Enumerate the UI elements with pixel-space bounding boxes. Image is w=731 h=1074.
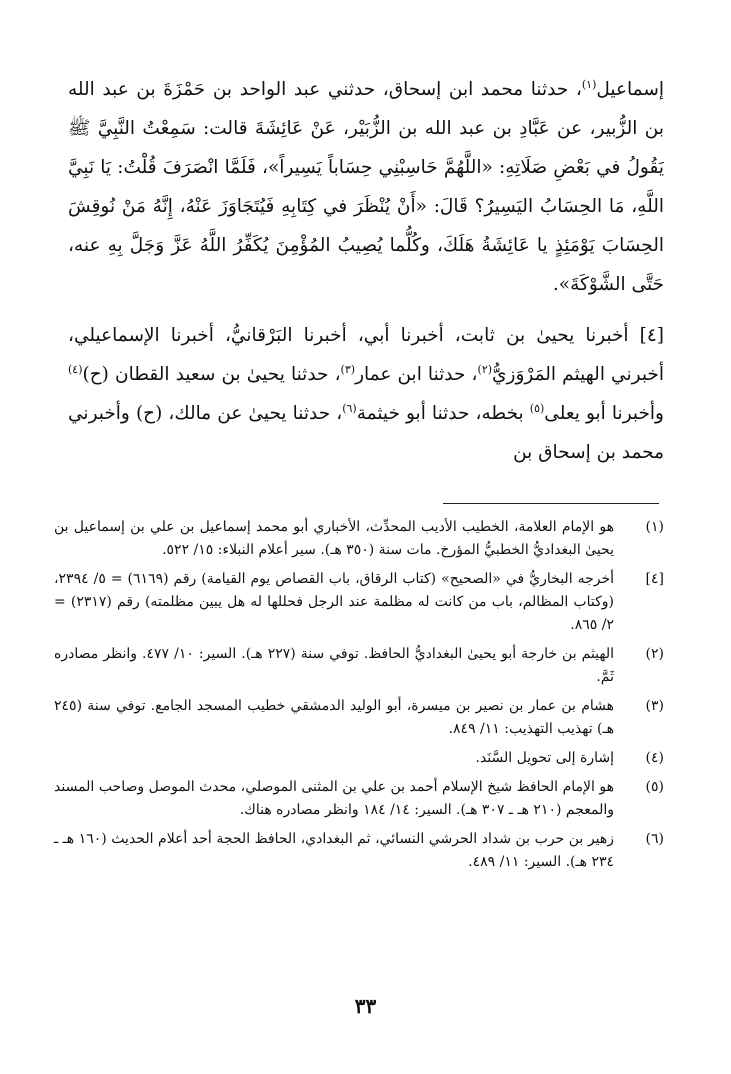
text-segment: إسماعيل [596,79,664,100]
text-segment: بخطه، حدثنا أبو خيثمة [356,403,530,424]
footnote-text: إشارة إلى تحويل السَّنَد. [475,750,614,766]
footnote-ref-5: (٥) [529,401,545,415]
footnote-text: هو الإمام العلامة، الخطيب الأديب المحدِّث، الأخباري أبو محمد إسماعيل بن علي بن إسماعيل بن يحيىٰ البغداديُّ الخطبيُّ المؤرخ. مات سنة (٣٥٠ هـ). سير أعلام النبلاء: ١٥/ ٥٢٢. [54,519,614,558]
footnote-ref-3: (٣) [340,362,356,376]
text-segment: ، حدثنا يحيىٰ عن مالك، (ح) وأخبرني محمد بن إسحاق بن [68,403,664,463]
main-text [68,70,664,472]
page-number: ٣٣ [354,994,377,1018]
footnote-ref-1: (١) [581,77,597,91]
footnote-text: هو الإمام الحافظ شيخ الإسلام أحمد بن علي بن المثنى الموصلي، محدث الموصل وصاحب المسند والمعجم (٢١٠ هـ ـ ٣٠٧ هـ). السير: ١٤/ ١٨٤ وانظر مصادره هناك. [54,779,614,818]
text-segment: ، حدثنا محمد ابن إسحاق، حدثني عبد الواحد بن حَمْزَةَ بن عبد الله بن الزُّبير، عن عَبَّادِ بن عبد الله بن الزُّبَيْر، عَنْ عَائِشَةَ قالت: سَمِعْتُ النَّبِيَّ ﷺ يَقُولُ في بَعْضِ صَلَاتِهِ: «اللَّهُمَّ حَاسِبْنِي حِسَاباً يَسِيراً»، فَلَمَّا انْصَرَفَ قُلْتُ: يَا نَبِيَّ اللَّهِ، مَا الحِسَابُ اليَسِيرُ؟ قَالَ: «أَنْ يُنْظَرَ في كِتَابِهِ فَيُتَجَاوَزَ عَنْهُ، إِنَّهُ مَنْ نُوقِشَ الحِسَابَ يَوْمَئِذٍ يا عَائِشَةُ هَلَكَ، وكُلُّما يُصِيبُ المُؤْمِنَ يُكَفِّرُ اللَّهُ عَزَّ وَجَلَّ بِهِ عنه، حَتَّى الشَّوْكَةَ». [68,79,664,295]
footnote-3 [54,695,666,741]
footnote-number: (١) [645,519,664,535]
footnotes [54,516,666,880]
footnote-number: (٢) [645,646,664,662]
footnote-5 [54,776,666,822]
paragraph-hadith-4 [68,316,664,472]
footnote-ref-6: (٦) [342,401,357,415]
footnote-text: الهيثم بن خارجة أبو يحيىٰ البغداديُّ الحافظ. توفي سنة (٢٢٧ هـ). السير: ١٠/ ٤٧٧. وانظر مصادره ثَمَّ. [54,646,615,685]
text-segment: ، حدثنا ابن عمار [355,364,478,385]
text-segment: ، حدثنا يحيىٰ بن سعيد القطان (ح) [82,364,341,385]
footnote-ref-4: (٤) [68,362,83,376]
text-segment: وأخبرنا أبو يعلى [544,403,664,424]
footnote-text: زهير بن حرب بن شداد الحرشي النسائي، ثم البغدادي، الحافظ الحجة أحد أعلام الحديث (١٦٠ هـ ـ ٢٣٤ هـ). السير: ١١/ ٤٨٩. [54,831,614,870]
footnote-number: (٥) [645,779,664,795]
footnote-number: (٤) [645,750,664,766]
footnote-separator [443,503,659,504]
footnote-hadith-4 [54,568,666,637]
paragraph-hadith-1 [68,70,664,304]
footnote-number: (٣) [645,698,664,714]
footnote-6 [54,828,666,874]
footnote-1 [54,516,666,562]
footnote-text: هشام بن عمار بن نصير بن ميسرة، أبو الوليد الدمشقي خطيب المسجد الجامع. توفي سنة (٢٤٥ هـ) تهذيب التهذيب: ١١/ ٨٤٩. [54,698,614,737]
footnote-text: أخرجه البخاريُّ في «الصحيح» (كتاب الرقاق، باب القصاص يوم القيامة) رقم (٦١٦٩) = ٥/ ٢٣٩٤، (وكتاب المظالم، باب من كانت له مظلمة عند الرجل فحللها له هل يبين مظلمته) رقم (٢٣١٧) = ٢/ ٨٦٥. [54,571,614,633]
footnote-number: (٦) [645,831,664,847]
footnote-number: [٤] [645,571,664,587]
footnote-4 [54,747,666,770]
text-segment: [٤] أخبرنا يحيىٰ بن ثابت، أخبرنا أبي، أخبرنا البَرْقانيُّ، أخبرنا الإسماعيلي، أخبرني الهيثم المَرْوَزيُّ [68,325,664,385]
footnote-ref-2: (٢) [477,362,493,376]
footnote-2 [54,643,666,689]
